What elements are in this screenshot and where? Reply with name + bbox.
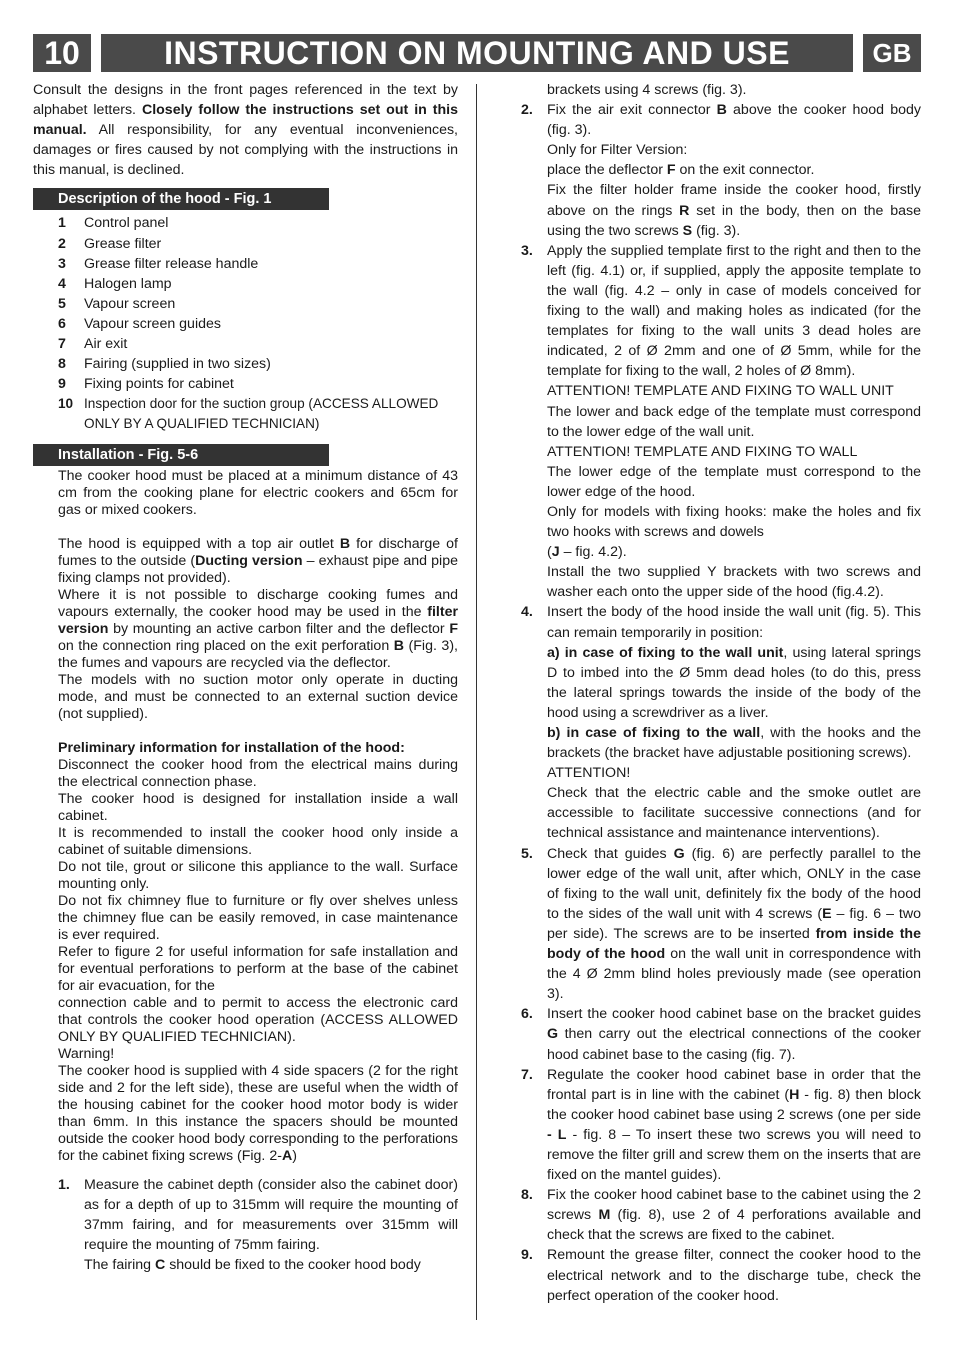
- list-item: 1 Control panel: [58, 215, 169, 232]
- step-1: 1. Measure the cabinet depth (consider also the cabinet door) as for a depth of up to 315mm will require the mounting of 37mm fairing, and for measurements over 315mm will require the mounting of 75mm fairing. The fairing C should be fixed to the cooker hood body: [58, 1176, 458, 1273]
- prelim-item: Do not tile, grout or silicone this appliance to the wall. Surface mounting only.: [58, 858, 458, 892]
- step-9: 9. Remount the grease filter, connect the cooker hood to the electrical network and to the discharge tube, check the perfect operation of the cooker hood.: [521, 1247, 921, 1304]
- prelim-item: It is recommended to install the cooker hood only inside a cabinet of suitable dimensions.: [58, 824, 458, 858]
- step-3: 3. Apply the supplied template first to the right and then to the left (fig. 4.1) or, if supplied, apply the apposite template to the wall (fig. 4.2 – only in case of models conceived for fixing to the wall) and making holes as indicated (for the templates for fixing to the wall units 3 dead holes are indicated, 2 of Ø 2mm and one of Ø 5mm, while for the template for fixing to the wall, 2 holes of Ø 8mm). ATTENTION! TEMPLATE AND FIXING TO WALL UNIT The lower and back edge of the template must correspond to the lower edge of the wall unit. ATTENTION! TEMPLATE AND FIXING TO WALL The lower edge of the template must correspond to the lower edge of the hood. Only for models with fixing hooks: make the holes and fix two hooks with screws and dowels (J – fig. 4.2). Install the two supplied Y brackets with two screws and washer each onto the upper side of the hood (fig.4.2).: [521, 242, 921, 601]
- column-divider: [476, 84, 477, 1320]
- prelim-item: Refer to figure 2 for useful information for safe installation and for eventual perforations to perform at the base of the cabinet for air evacuation, for the: [58, 943, 458, 994]
- spacers-warning: The cooker hood is supplied with 4 side spacers (2 for the right side and 2 for the left side), these are useful when the width of the housing cabinet for the cooker hood motor body is wider than 6mm. In this instance the spacers should be mounted outside the cooker hood body corresponding to the perforations for the cabinet fixing screws (Fig. 2-A): [58, 1062, 458, 1164]
- installation-ducting: The hood is equipped with a top air outlet B for discharge of fumes to the outside (Ducting version – exhaust pipe and pipe fixing clamps not provided).: [58, 535, 458, 586]
- list-item: 6 Vapour screen guides: [58, 315, 221, 332]
- parts-list: [33, 213, 458, 434]
- page-number: 10: [33, 34, 91, 72]
- prelim-item: Do not fix chimney flue to furniture or fly over shelves unless the chimney flue can be easily removed, in case maintenance is ever required.: [58, 892, 458, 943]
- prelim-item: Disconnect the cooker hood from the electrical mains during the electrical connection phase.: [58, 756, 458, 790]
- step-8: 8. Fix the cooker hood cabinet base to the cabinet using the 2 screws M (fig. 8), use 2 of 4 perforations available and check that the screws are fixed to the cabinet.: [521, 1187, 921, 1244]
- list-item: 5 Vapour screen: [58, 295, 176, 312]
- prelim-item: The cooker hood is designed for installation inside a wall cabinet.: [58, 790, 458, 824]
- installation-body: [33, 468, 458, 1165]
- installation-filter: Where it is not possible to discharge cooking fumes and vapours externally, the cooker hood may be used in the filter version by mounting an active carbon filter and the deflector F on the connection ring placed on the exit perforation B (Fig. 3), the fumes and vapours are recycled via the deflector.: [58, 586, 458, 671]
- step-4: 4. Insert the body of the hood inside the wall unit (fig. 5). This can remain temporarily in position: a) in case of fixing to the wall unit, using lateral springs D to imbed into the Ø 5mm dead holes (to do this, press the lateral springs towards the inside of the body of the hood using a screwdriver as a liver. b) in case of fixing to the wall, with the hooks and the brackets (the bracket have adjustable positioning screws). ATTENTION! Check that the electric cable and the smoke outlet are accessible to facilitate successive connections (and for technical assistance and maintenance interventions).: [521, 604, 922, 842]
- list-item: 3 Grease filter release handle: [58, 255, 259, 272]
- page-title: INSTRUCTION ON MOUNTING AND USE: [101, 34, 853, 72]
- installation-heading: Installation - Fig. 5-6: [33, 444, 329, 466]
- step-7: 7. Regulate the cooker hood cabinet base in order that the frontal part is in line with the cabinet (H - fig. 8) then block the cooker hood cabinet base using 2 screws (one per side - L - fig. 8 – To insert these two screws you will need to remove the filter grill and screw them on the inserts that are fixed on the mantel guides).: [521, 1066, 921, 1184]
- list-item: 9 Fixing points for cabinet: [58, 376, 234, 393]
- installation-distance: The cooker hood must be placed at a minimum distance of 43 cm from the cooking plane for electric cookers and 65cm for gas or mixed cookers.: [58, 467, 458, 518]
- step-5: 5. Check that guides G (fig. 6) are perfectly parallel to the lower edge of the wall unit, after which, ONLY in the case of fixing to the wall unit, definitely fix the body of the hood to the sides of the wall unit with 4 screws (E – fig. 6 – two per side). The screws are to be inserted from inside the body of the hood on the wall unit in correspondence with the 4 Ø 2mm blind holes previously made (see operation 3).: [521, 845, 922, 1003]
- intro-text-1: Consult the designs in the front pages referenced in the text by alphabet letters.: [33, 82, 458, 119]
- list-item: 8 Fairing (supplied in two sizes): [58, 356, 271, 373]
- list-item: 7 Air exit: [58, 336, 128, 353]
- list-item: 2 Grease filter: [58, 235, 162, 252]
- language-badge: GB: [863, 34, 921, 72]
- step-6: 6. Insert the cooker hood cabinet base on the bracket guides G then carry out the electrical connections of the cooker hood cabinet base to the casing (fig. 7).: [521, 1006, 921, 1063]
- step-2: 2. Fix the air exit connector B above the cooker hood body (fig. 3). Only for Filter Version: place the deflector F on the exit connector. Fix the filter holder frame inside the cooker hood, firstly above on the rings R set in the body, then on the base using the two screws S (fig. 3).: [521, 102, 921, 239]
- left-column: [33, 80, 458, 1275]
- intro-emphasis: Closely follow the instructions set out in this manual.: [33, 102, 458, 139]
- list-item: 4 Halogen lamp: [58, 275, 172, 292]
- list-item: 10 Inspection door for the suction group (ACCESS ALLOWED ONLY BY A QUALIFIED TECHNICIAN): [58, 396, 439, 432]
- prelim-item: connection cable and to permit to access the electronic card that controls the cooker hood operation (ACCESS ALLOWED ONLY BY QUALIFIED TECHNICIAN).: [58, 994, 458, 1045]
- installation-no-motor: The models with no suction motor only operate in ducting mode, and must be connected to an external suction device (not supplied).: [58, 671, 458, 722]
- intro-text-2: All responsibility, for any eventual inconveniences, damages or fires caused by not complying with the instructions in this manual, is declined.: [33, 122, 458, 179]
- intro-paragraph: [33, 80, 458, 180]
- step-1-continuation: brackets using 4 screws (fig. 3).: [547, 82, 747, 98]
- prelim-heading: Preliminary information for installation of the hood:: [58, 739, 405, 756]
- description-heading: Description of the hood - Fig. 1: [33, 188, 329, 210]
- prelim-warning: Warning!: [58, 1045, 115, 1062]
- right-column: [521, 80, 921, 1306]
